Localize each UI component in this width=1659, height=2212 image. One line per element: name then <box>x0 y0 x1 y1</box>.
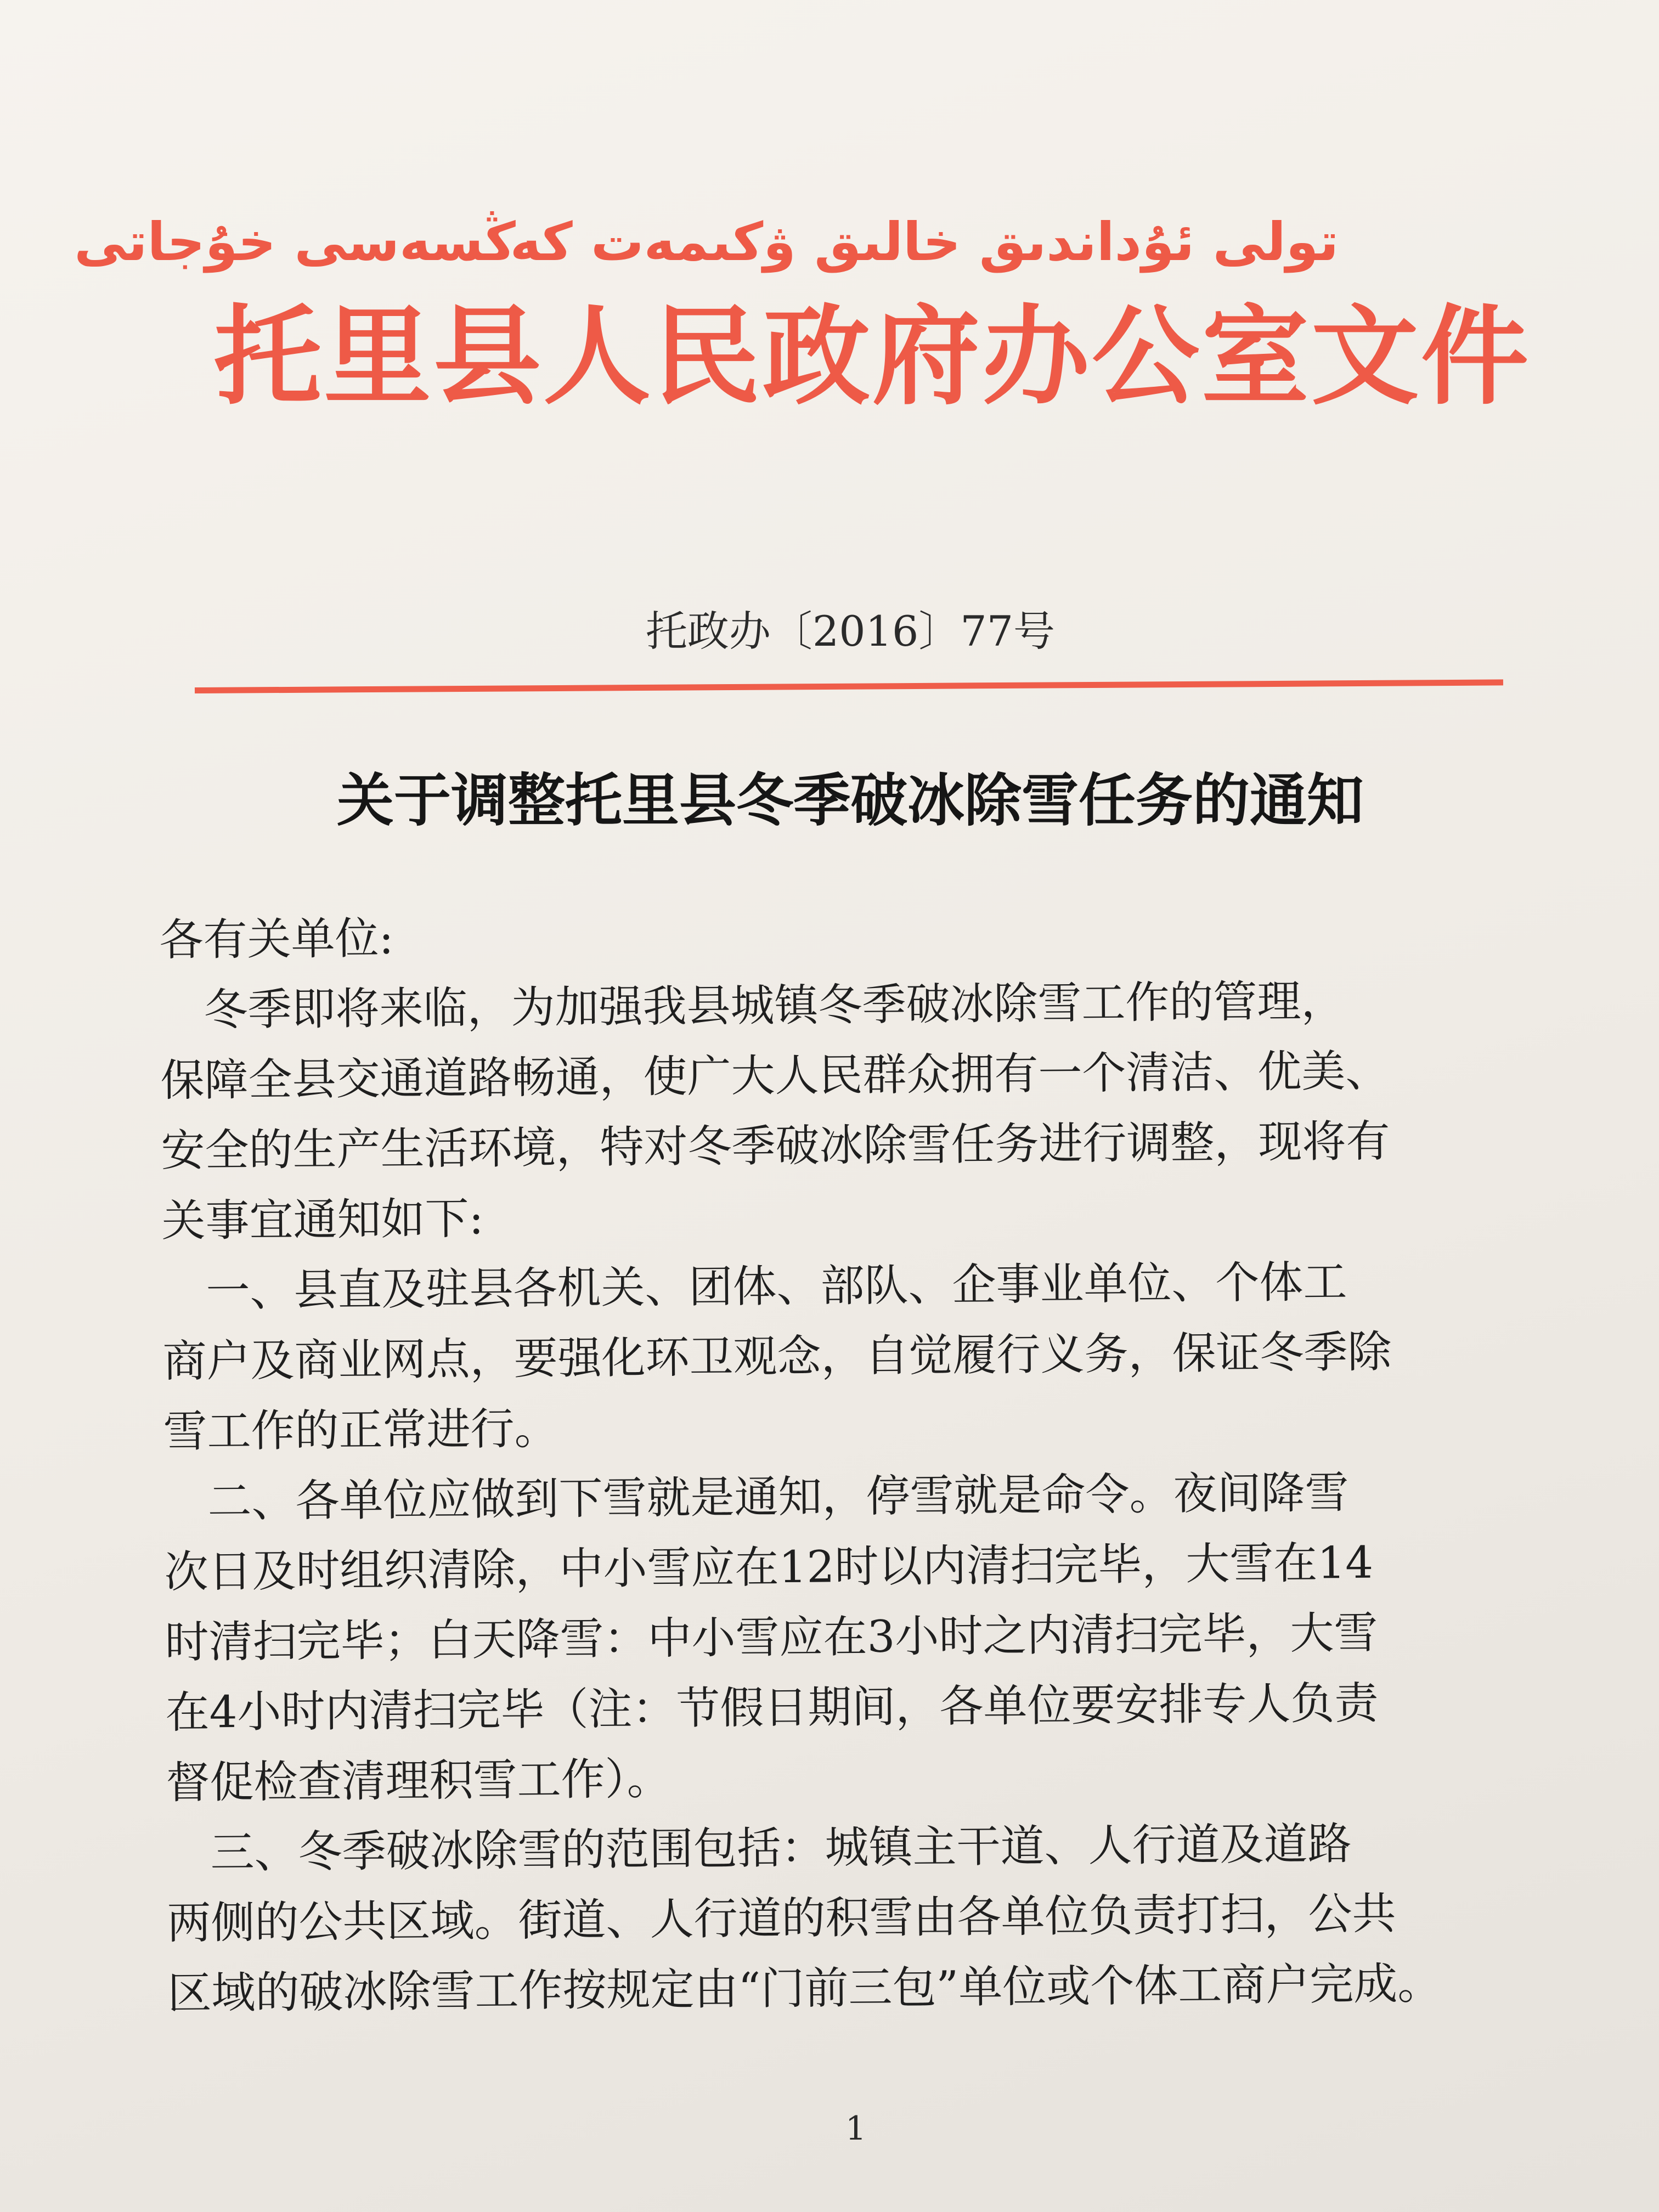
page-number: 1 <box>845 2109 867 2148</box>
body-line: 三、冬季破冰除雪的范围包括：城镇主干道、人行道及道路 <box>166 1818 1352 1878</box>
body-line: 时清扫完毕；白天降雪：中小雪应在3小时之内清扫完毕，大雪 <box>165 1607 1378 1668</box>
body-line: 各有关单位: <box>159 912 394 966</box>
body-line: 冬季即将来临，为加强我县城镇冬季破冰除雪工作的管理， <box>160 975 1345 1036</box>
body-line: 商户及商业网点，要强化环卫观念，自觉履行义务，保证冬季除 <box>162 1326 1392 1387</box>
header-uyghur-line: تولى ئۇداندىق خالىق ۋكىمەت كەڭسەسى خۇجاتى <box>74 211 1339 273</box>
notice-body <box>159 894 1550 2029</box>
body-line: 关事宜通知如下: <box>161 1193 484 1246</box>
header-title: 托里县人民政府办公室文件 <box>214 294 1531 420</box>
document-number: 托政办〔2016〕77号 <box>645 607 1056 656</box>
notice-title: 关于调整托里县冬季破冰除雪任务的通知 <box>336 766 1364 834</box>
header-divider <box>195 679 1503 693</box>
body-line: 一、县直及驻县各机关、团体、部队、企事业单位、个体工 <box>162 1256 1347 1317</box>
body-line: 安全的生产生活环境，特对冬季破冰除雪任务进行调整，现将有 <box>161 1115 1390 1176</box>
body-line: 区域的破冰除雪工作按规定由“门前三包”单位或个体工商户完成。 <box>167 1957 1442 2019</box>
body-line: 二、各单位应做到下雪就是通知，停雪就是命令。夜间降雪 <box>163 1467 1349 1527</box>
body-line: 雪工作的正常进行。 <box>163 1403 558 1457</box>
body-line: 两侧的公共区域。街道、人行道的积雪由各单位负责打扫，公共 <box>167 1888 1396 1949</box>
body-line: 次日及时组织清除，中小雪应在12时以内清扫完毕，大雪在14 <box>164 1537 1374 1598</box>
body-line: 保障全县交通道路畅通，使广大人民群众拥有一个清洁、优美、 <box>160 1045 1390 1106</box>
body-line: 督促检查清理积雪工作）。 <box>166 1753 671 1808</box>
body-line: 在4小时内清扫完毕（注：节假日期间，各单位要安排专人负责 <box>165 1677 1379 1738</box>
